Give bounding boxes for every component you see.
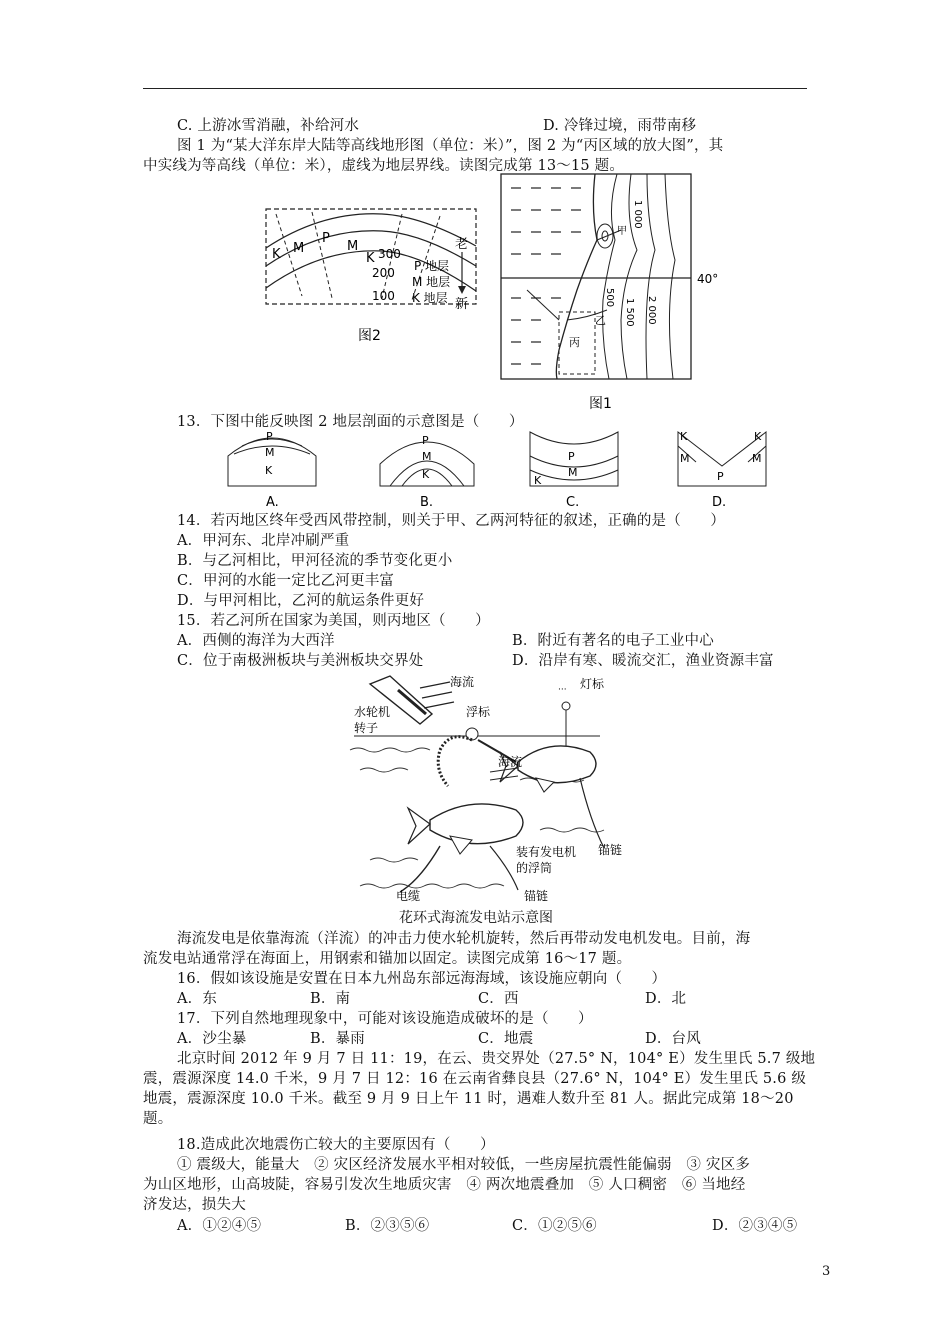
q18-body-line2: 为山区地形，山高坡陡，容易引发次生地质灾害 ④ 两次地震叠加 ⑤ 人口稠密 ⑥ 当地经	[143, 1177, 746, 1193]
label-generator-line2: 的浮筒	[516, 861, 553, 875]
fig2-legend-new: 新	[455, 297, 469, 312]
fig1-frame	[501, 174, 691, 379]
peak-contour	[597, 224, 613, 248]
q14-option-a: A．甲河东、北岸冲刷严重	[177, 533, 350, 549]
contour-line	[665, 174, 675, 379]
fig1-contour-1000: 1 000	[632, 200, 643, 229]
intro-16-17-line1: 海流发电是依靠海流（洋流）的冲击力使水轮机旋转，然后再带动发电机发电。目前，海	[177, 931, 751, 947]
fig1-contour-1500: 1 500	[624, 298, 635, 327]
fig2-legend-m: M 地层	[412, 275, 451, 289]
q15-option-c: C．位于南极洲板块与美洲板块交界处	[177, 653, 424, 669]
svg-text:K: K	[265, 464, 273, 477]
q18-body-line3: 济发达，损失大	[143, 1197, 246, 1213]
svg-text:K: K	[422, 468, 430, 481]
lower-float-tail	[408, 808, 430, 844]
q12-option-c: C. 上游冰雪消融，补给河水	[177, 118, 360, 134]
q16-option-a: A．东	[177, 991, 218, 1007]
q15-option-d: D．沿岸有寒、暖流交汇，渔业资源丰富	[512, 653, 774, 669]
label-cable: 电缆	[396, 889, 421, 903]
fig1-contour-2000: 2 000	[646, 296, 657, 325]
fig2-legend-arrowhead	[458, 286, 466, 294]
garland-chain	[438, 737, 472, 786]
label-beacon: 灯标	[580, 677, 605, 691]
q13-option-a-label: A.	[266, 495, 279, 510]
q14-option-d: D．与甲河相比，乙河的航运条件更好	[177, 593, 425, 609]
figure-1	[497, 170, 727, 415]
q13-option-a-diagram	[228, 430, 316, 510]
upper-float	[518, 746, 596, 783]
header-rule	[143, 88, 807, 89]
intro-18-20-line2: 震，震源深度 14.0 千米，9 月 7 日 12：16 在云南省彝良县（27.6° N，104° E）发生里氏 5.6 级	[143, 1071, 807, 1087]
svg-text:M: M	[752, 452, 762, 465]
fig2-contour-200: 200	[372, 266, 395, 280]
svg-text:M: M	[422, 450, 432, 463]
svg-text:M: M	[265, 446, 275, 459]
q14-option-b: B．与乙河相比，甲河径流的季节变化更小	[177, 553, 453, 569]
label-anchor-chain-right: 锚链	[598, 843, 623, 857]
figure-2	[262, 206, 484, 346]
fig1-caption: 图1	[589, 396, 612, 412]
fig2-contour-300: 300	[378, 247, 401, 261]
q18-stem: 18.造成此次地震伤亡较大的主要原因有（ ）	[177, 1137, 495, 1153]
intro-18-20-line3: 地震，震源深度 10.0 千米。截至 9 月 9 日上午 11 时，遇难人数升至 81 人。据此完成第 18～20	[143, 1091, 794, 1107]
svg-text:K: K	[754, 430, 762, 443]
q13-option-c-label: C.	[566, 495, 580, 510]
lower-float	[430, 804, 523, 844]
svg-text:M: M	[680, 452, 690, 465]
q16-stem: 16．假如该设施是安置在日本九州岛东部远海海域，该设施应朝向（ ）	[177, 971, 667, 987]
fig1-lat-label: 40°	[697, 272, 719, 286]
beacon-light: ···	[558, 685, 567, 695]
fig2-letter-k-right: K	[366, 251, 375, 266]
q18-option-a: A．①②④⑤	[177, 1218, 262, 1234]
q13-option-b-diagram	[380, 434, 474, 510]
intro-18-20-line4: 题。	[143, 1111, 173, 1127]
q17-option-c: C．地震	[478, 1031, 534, 1047]
q13-option-b-label: B.	[420, 495, 434, 510]
boundary-line	[312, 212, 332, 298]
q13-option-d-diagram	[678, 430, 766, 510]
q16-option-c: C．西	[478, 991, 519, 1007]
q15-option-b: B．附近有著名的电子工业中心	[512, 633, 714, 649]
anchor-chain-right	[580, 778, 604, 848]
svg-text:K: K	[680, 430, 688, 443]
q16-option-d: D．北	[645, 991, 687, 1007]
label-anchor-chain-bottom: 锚链	[524, 889, 549, 903]
q17-option-a: A．沙尘暴	[177, 1031, 247, 1047]
svg-text:K: K	[534, 474, 542, 487]
intro-13-15-line2: 中实线为等高线（单位：米），虚线为地层界线。读图完成第 13～15 题。	[143, 158, 625, 174]
label-rotor: 转子	[354, 721, 379, 735]
q14-stem: 14．若丙地区终年受西风带控制，则关于甲、乙两河特征的叙述，正确的是（ ）	[177, 513, 726, 529]
current-figure-caption: 花环式海流发电站示意图	[399, 910, 553, 926]
q15-stem: 15．若乙河所在国家为美国，则丙地区（ ）	[177, 613, 490, 629]
svg-text:P: P	[422, 434, 429, 447]
label-ocean-current-top: 海流	[450, 675, 475, 689]
q13-option-d-label: D.	[712, 495, 727, 510]
intro-13-15-line1: 图 1 为“某大洋东岸大陆等高线地形图（单位：米）”，图 2 为“丙区域的放大图”，其	[177, 138, 724, 154]
fig2-letter-m-left: M	[293, 241, 305, 256]
q13-stem: 13．下图中能反映图 2 地层剖面的示意图是（ ）	[177, 414, 524, 430]
q15-option-a: A．西侧的海洋为大西洋	[177, 633, 335, 649]
anchor-chain-bottom	[490, 846, 518, 890]
q14-option-c: C．甲河的水能一定比乙河更丰富	[177, 573, 395, 589]
current-arrows-top	[420, 682, 454, 708]
q16-option-b: B．南	[310, 991, 351, 1007]
svg-text:P: P	[568, 450, 575, 463]
fig2-caption: 图2	[358, 328, 381, 344]
current-power-station-figure	[340, 670, 640, 915]
fig2-letter-p: P	[322, 231, 330, 246]
fig2-legend-k: K 地层	[412, 291, 448, 305]
bing-leader-line	[527, 290, 559, 320]
fig1-contour-500: 500	[604, 288, 615, 308]
q13-option-c-diagram	[530, 432, 618, 510]
q18-body-line1: ① 震级大，能量大 ② 灾区经济发展水平相对较低，一些房屋抗震性能偏弱 ③ 灾区多	[177, 1157, 751, 1173]
q17-stem: 17．下列自然地理现象中，可能对该设施造成破坏的是（ ）	[177, 1011, 593, 1027]
fig2-legend-p: P 地层	[414, 259, 450, 273]
fig2-letter-k-left: K	[272, 247, 281, 262]
q17-option-b: B．暴雨	[310, 1031, 365, 1047]
q13-profile-options	[222, 426, 762, 516]
fig2-contour-100: 100	[372, 289, 395, 303]
contour-line	[603, 174, 617, 379]
page-number: 3	[822, 1264, 831, 1279]
label-buoy: 浮标	[466, 705, 491, 719]
q18-option-b: B．②③⑤⑥	[345, 1218, 430, 1234]
q18-option-c: C．①②⑤⑥	[512, 1218, 597, 1234]
q12-option-d: D. 冷锋过境，雨带南移	[543, 118, 697, 134]
label-turbine: 水轮机	[354, 705, 391, 719]
svg-text:P: P	[717, 470, 724, 483]
contour-line	[646, 174, 655, 379]
q17-option-d: D．台风	[645, 1031, 701, 1047]
fig2-legend-old: 老	[455, 237, 469, 252]
label-generator-line1: 装有发电机	[516, 845, 577, 859]
svg-text:M: M	[568, 466, 578, 479]
intro-18-20-line1: 北京时间 2012 年 9 月 7 日 11：19，在云、贵交界处（27.5° N，104° E）发生里氏 5.7 级地	[177, 1051, 816, 1067]
beacon	[562, 702, 570, 710]
label-ocean-current-mid: 海流	[498, 755, 523, 769]
q18-option-d: D．②③④⑤	[712, 1218, 798, 1234]
fig2-letter-m-right: M	[347, 239, 359, 254]
fig1-place-jia: 甲	[617, 226, 627, 237]
fig1-place-bing: 丙	[569, 336, 580, 349]
svg-text:P: P	[266, 430, 273, 443]
fig1-place-yi: 乙	[595, 314, 606, 327]
intro-16-17-line2: 流发电站通常浮在海面上，用钢索和锚加以固定。读图完成第 16～17 题。	[143, 951, 632, 967]
